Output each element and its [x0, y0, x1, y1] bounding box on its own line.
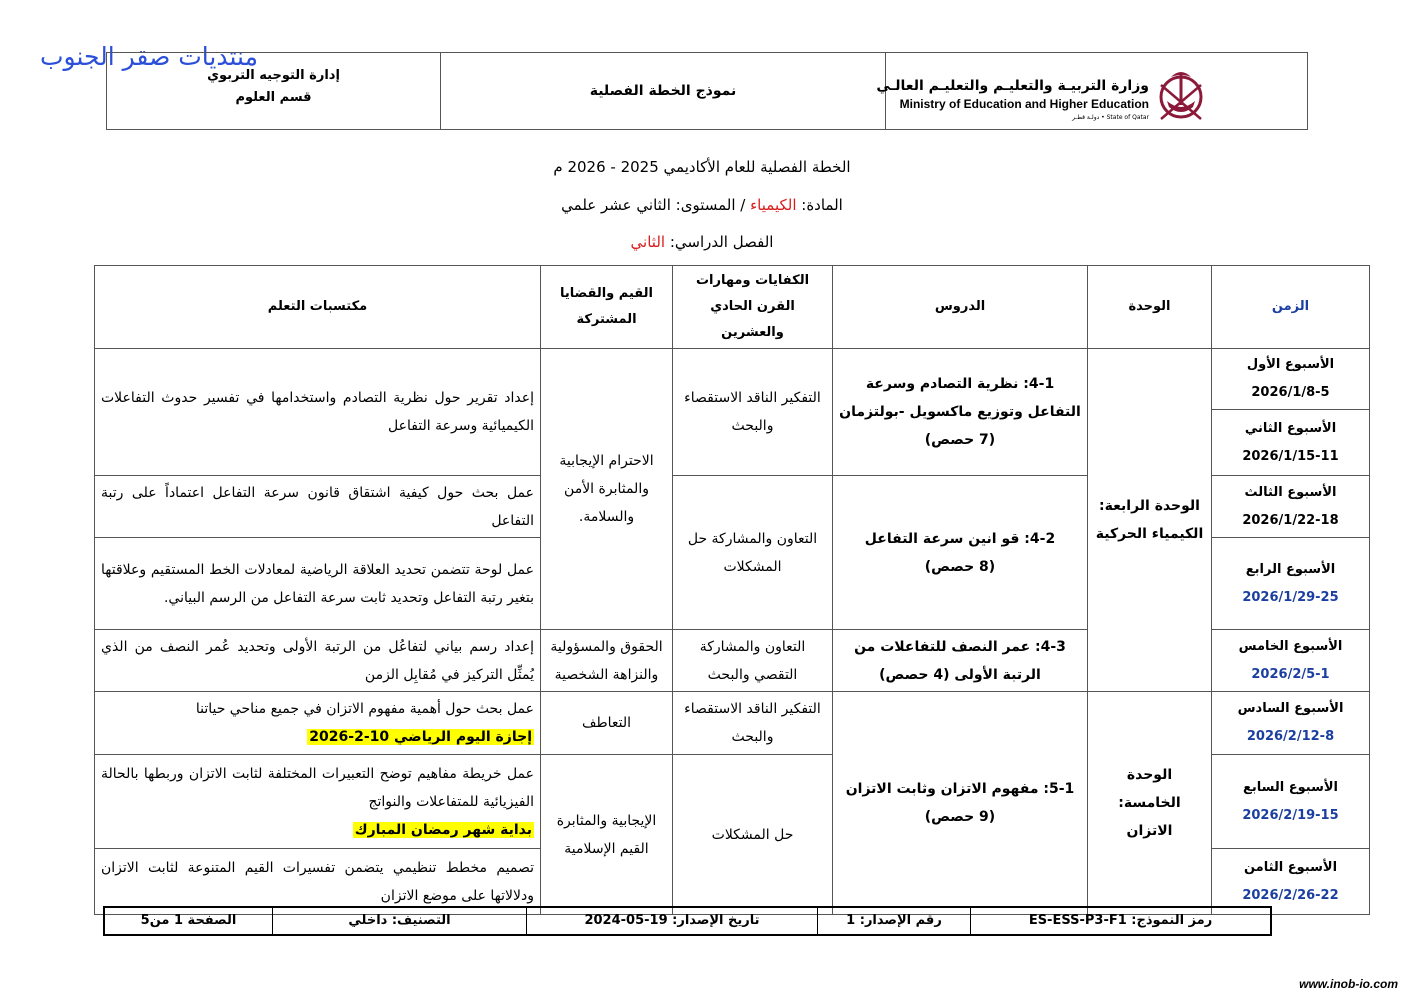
week-date: 2026/2/19-15 [1242, 807, 1339, 823]
lesson-title: 4-1: نظرية التصادم وسرعة التفاعل وتوزيع ماكسويل -بولتزمان [839, 376, 1081, 420]
watermark-text: منتديات صقر الجنوب [40, 42, 258, 71]
subject-value: الكيمياء [750, 196, 797, 214]
ministry-name-ar: وزارة التربيـة والتعليـم والتعليـم العالـي [876, 78, 1149, 94]
ramadan-note: بداية شهر رمضان المبارك [354, 821, 532, 838]
classification: التصنيف: داخلي [272, 908, 526, 934]
outcome-cell: عمل بحث حول كيفية اشتقاق قانون سرعة التفاعل اعتماداً على رتبة التفاعل [95, 476, 541, 538]
competency-cell: التعاون والمشاركة التقصي والبحث [673, 630, 833, 692]
form-code: رمز النموذج: ES-ESS-P3-F1 [970, 908, 1270, 934]
competency-cell: التفكير الناقد الاستقصاء والبحث [673, 349, 833, 476]
lesson-periods: (7 حصص) [924, 432, 996, 448]
document-header [106, 52, 1308, 130]
form-title: نموذج الخطة الفصلية [441, 53, 886, 129]
outcome-cell: إعداد رسم بياني لتفاعُل من الرتبة الأولى وتحديد عُمر النصف من الذي يُمثِّل التركيز في مُقابِل الزمن [95, 630, 541, 692]
outcome-text: عمل خريطة مفاهيم توضح التعبيرات المختلفة لثابت الاتزان وربطها بالحالة الفيزيائية للمتفاعلات والنواتج [101, 765, 534, 810]
week-name: الأسبوع الأول [1246, 357, 1335, 372]
subject-prefix: المادة: [796, 196, 843, 214]
week-date: 2026/1/8-5 [1251, 385, 1330, 400]
values-cell: الاحترام الإيجابية والمثابرة الأمن والسلامة. [541, 349, 673, 630]
outcome-cell: إعداد تقرير حول نظرية التصادم واستخدامها في تفسير حدوث التفاعلات الكيميائية وسرعة التفاعل [95, 349, 541, 476]
version-number: رقم الإصدار: 1 [817, 908, 970, 934]
table-row [95, 349, 1370, 410]
header-values: القيم والقضايا المشتركة [541, 266, 673, 349]
header-outcomes: مكتسبات التعلم [95, 266, 541, 349]
lesson-title: 5-1: مفهوم الاتزان وثابت الاتزان [845, 781, 1075, 797]
week-name: الأسبوع الثالث [1244, 484, 1337, 500]
week-cell [1212, 538, 1370, 630]
week-cell [1212, 849, 1370, 915]
week-name: الأسبوع الثامن [1243, 859, 1338, 875]
header-competencies: الكفايات ومهارات القرن الحادي والعشرين [673, 266, 833, 349]
lesson-cell [833, 349, 1088, 476]
week-cell [1212, 630, 1370, 692]
lesson-cell: 4-3: عمر النصف للتفاعلات من الرتبة الأولى (4 حصص) [833, 630, 1088, 692]
header-lessons: الدروس [833, 266, 1088, 349]
week-name: الأسبوع الرابع [1245, 561, 1336, 577]
week-name: الأسبوع السادس [1237, 701, 1344, 716]
week-name: الأسبوع السابع [1243, 779, 1338, 795]
term-value: الثاني [630, 233, 666, 251]
qatar-emblem-icon [1153, 65, 1209, 127]
competency-cell: التفكير الناقد الاستقصاء والبحث [673, 692, 833, 755]
week-date: 2026/1/22-18 [1242, 512, 1339, 528]
header-unit: الوحدة [1088, 266, 1212, 349]
outcome-cell [95, 692, 541, 755]
week-cell [1212, 349, 1370, 410]
table-row [95, 692, 1370, 755]
values-cell: التعاطف [541, 692, 673, 755]
values-cell: الإيجابية والمثابرة القيم الإسلامية [541, 755, 673, 915]
week-date: 2026/2/26-22 [1242, 887, 1339, 903]
outcome-cell [95, 755, 541, 849]
subject-line [0, 196, 1404, 214]
lesson-periods: (9 حصص) [924, 809, 996, 825]
plan-title: الخطة الفصلية للعام الأكاديمي 2025 - 2026 م [553, 158, 851, 176]
outcome-cell: عمل لوحة تتضمن تحديد العلاقة الرياضية لمعادلات الخط المستقيم وعلاقتها بتغير رتبة التفاعل وتحديد ثابت سرعة التفاعل من الرسم البياني. [95, 538, 541, 630]
lesson-title: 4-2: قو انين سرعة التفاعل [864, 530, 1056, 547]
week-name: الأسبوع الثاني [1244, 420, 1337, 436]
competency-cell: التعاون والمشاركة حل المشكلات [673, 476, 833, 630]
plan-table [94, 265, 1370, 915]
lesson-periods: (8 حصص) [924, 558, 996, 575]
department-cell [107, 53, 441, 129]
week-cell [1212, 692, 1370, 755]
outcome-cell: تصميم مخطط تنظيمي يتضمن تفسيرات القيم المتنوعة لثابت الاتزان ودلالاتها على موضع الاتزان [95, 849, 541, 915]
site-url[interactable]: www.inob-io.com [1299, 977, 1398, 991]
issue-date: تاريخ الإصدار: 19-05-2024 [526, 908, 817, 934]
week-date: 2026/2/12-8 [1246, 729, 1335, 744]
level-text: / المستوى: الثاني عشر علمي [561, 196, 751, 214]
outcome-text: عمل بحث حول أهمية مفهوم الاتزان في جميع مناحي حياتنا [195, 701, 534, 717]
department-line-2: قسم العلوم [235, 90, 312, 105]
week-date: 2026/1/29-25 [1242, 589, 1339, 605]
department-line-1: إدارة التوجيه التربوي [207, 68, 340, 83]
document-footer [103, 906, 1272, 936]
header-time: الزمن [1212, 266, 1370, 349]
lesson-cell [833, 692, 1088, 915]
week-date: 2026/1/15-11 [1242, 448, 1339, 464]
table-header-row [95, 266, 1370, 349]
values-cell: الحقوق والمسؤولية والنزاهة الشخصية [541, 630, 673, 692]
week-date: 2026/2/5-1 [1251, 666, 1330, 682]
week-cell [1212, 476, 1370, 538]
week-cell [1212, 755, 1370, 849]
week-name: الأسبوع الخامس [1238, 638, 1343, 654]
week-cell [1212, 410, 1370, 476]
ministry-logo-cell [876, 53, 1309, 129]
state-label: State of Qatar • دولـة قطـر [1072, 114, 1149, 121]
sports-day-note: إجازة اليوم الرياضي 10-2-2026 [309, 729, 532, 745]
unit-cell: الوحدة الخامسة: الاتزان [1088, 692, 1212, 915]
term-line [0, 233, 1404, 251]
ministry-name-en: Ministry of Education and Higher Education [899, 97, 1149, 111]
term-prefix: الفصل الدراسي: [665, 233, 774, 251]
unit-cell: الوحدة الرابعة: الكيمياء الحركية [1088, 349, 1212, 692]
competency-cell: حل المشكلات [673, 755, 833, 915]
page-number: الصفحة 1 من5 [140, 913, 237, 928]
lesson-cell [833, 476, 1088, 630]
